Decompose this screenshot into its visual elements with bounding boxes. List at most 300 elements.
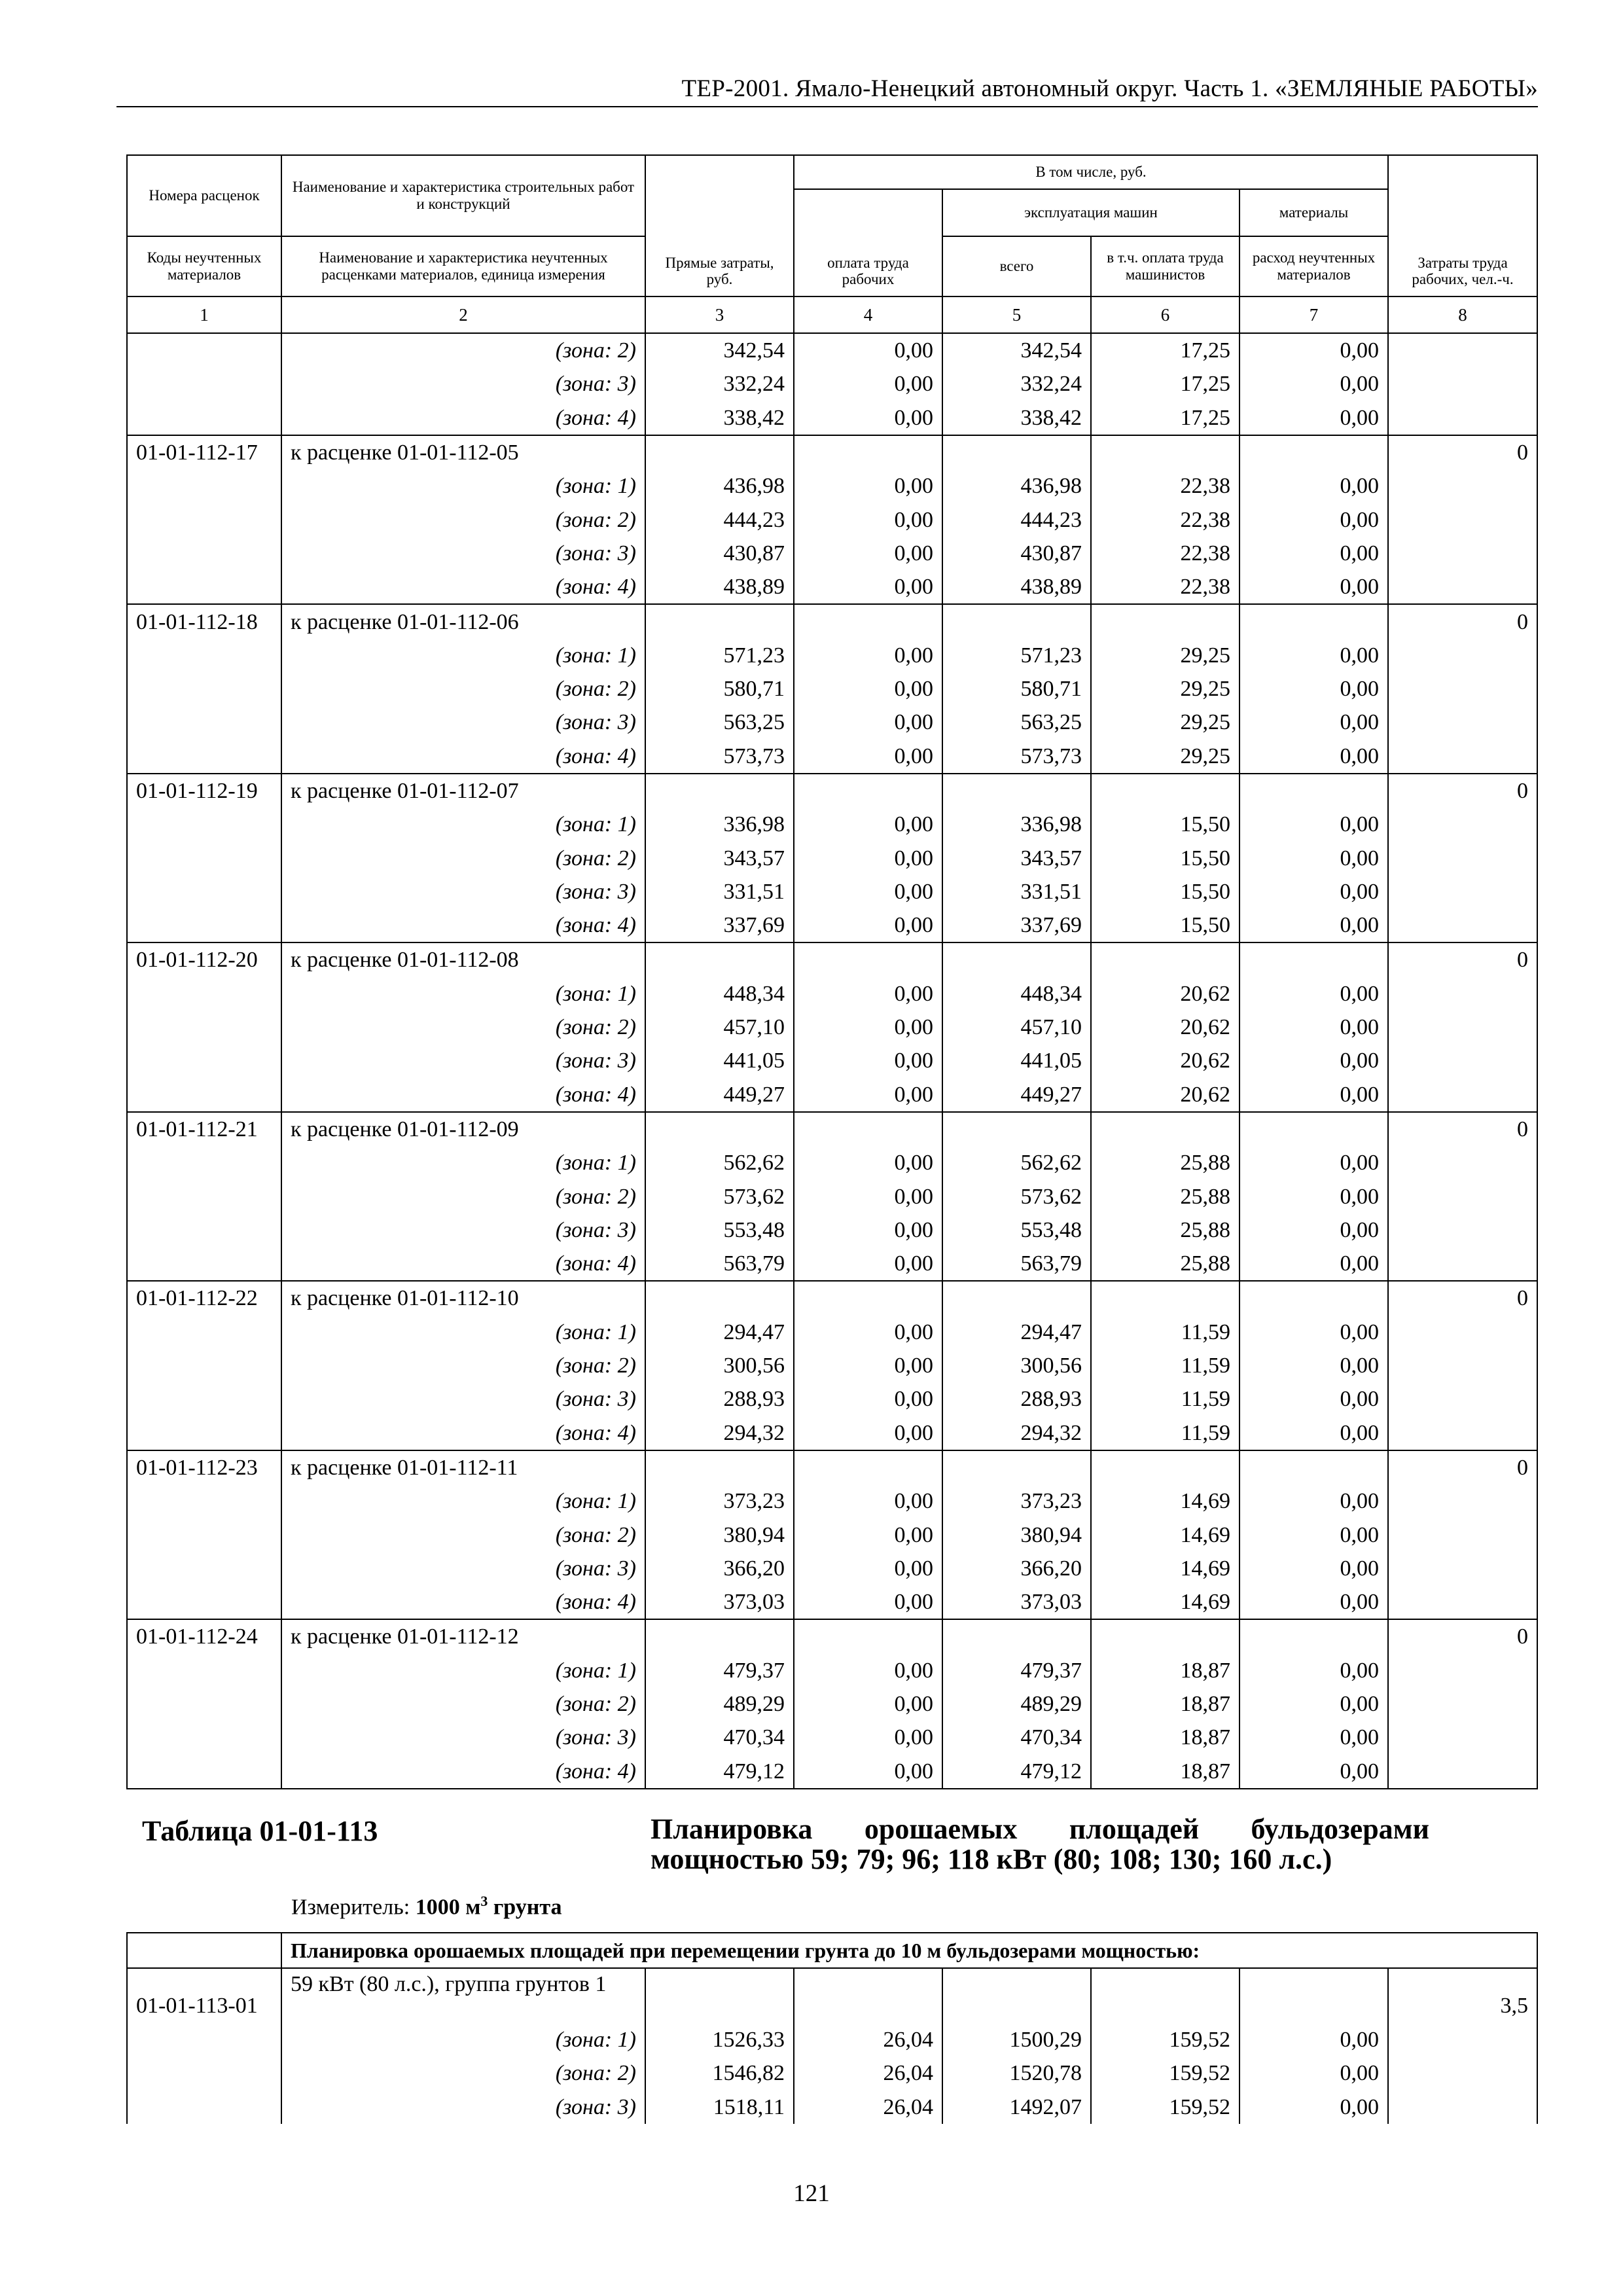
labor-pay: 0,00 (794, 841, 942, 874)
materials: 0,00 (1240, 706, 1388, 739)
materials: 0,00 (1240, 537, 1388, 570)
labor-pay: 0,00 (794, 1484, 942, 1518)
labor-pay: 0,00 (794, 401, 942, 435)
table-113-meter (291, 1893, 562, 1920)
machine-total: 441,05 (942, 1044, 1091, 1077)
operators-pay: 22,38 (1091, 469, 1240, 503)
col-material-codes: Коды неучтенных материалов (127, 236, 281, 296)
machine-total: 479,37 (942, 1654, 1091, 1687)
col-direct-costs: Прямые затраты, руб. (645, 155, 794, 296)
empty-cell (127, 1721, 281, 1754)
operators-pay: 14,69 (1091, 1585, 1240, 1619)
rate-name: к расценке 01-01-112-09 (281, 1112, 645, 1146)
zone-row (127, 503, 1537, 536)
zone-row (127, 977, 1537, 1011)
zone-row (127, 1552, 1537, 1585)
operators-pay: 14,69 (1091, 1552, 1240, 1585)
machine-total: 373,23 (942, 1484, 1091, 1518)
table-113-caption: Планировка орошаемых площадей при перемещении грунта до 10 м бульдозерами мощностью: (281, 1933, 1537, 1968)
machine-total: 479,12 (942, 1754, 1091, 1788)
zone-row (127, 1078, 1537, 1112)
machine-total: 571,23 (942, 639, 1091, 672)
direct-costs: 336,98 (645, 808, 794, 841)
empty-cell (1388, 841, 1537, 874)
machine-total: 294,32 (942, 1416, 1091, 1450)
labor-hours: 0 (1388, 774, 1537, 808)
zone-label: (зона: 2) (281, 333, 645, 367)
materials: 0,00 (1240, 672, 1388, 706)
zone-label: (зона: 4) (281, 1754, 645, 1788)
empty-cell (1388, 1213, 1537, 1247)
empty-cell (1388, 1687, 1537, 1721)
zone-row (127, 875, 1537, 908)
labor-pay: 0,00 (794, 672, 942, 706)
operators-pay: 25,88 (1091, 1213, 1240, 1247)
zone-label: (зона: 4) (281, 1416, 645, 1450)
zone-row (127, 2023, 1537, 2056)
empty-cell (1388, 706, 1537, 739)
zone-row (127, 1213, 1537, 1247)
empty-cell (1388, 1179, 1537, 1213)
rate-row (127, 1450, 1537, 1484)
zone-row (127, 639, 1537, 672)
direct-costs: 1526,33 (645, 2023, 794, 2056)
machine-total: 373,03 (942, 1585, 1091, 1619)
machine-total: 1500,29 (942, 2023, 1091, 2056)
empty-cell (645, 1281, 794, 1315)
empty-cell (1388, 1484, 1537, 1518)
zone-row (127, 367, 1537, 401)
empty-cell (127, 1349, 281, 1382)
empty-cell (127, 1146, 281, 1179)
zone-label: (зона: 3) (281, 1552, 645, 1585)
zone-row (127, 1585, 1537, 1619)
direct-costs: 342,54 (645, 333, 794, 367)
empty-cell (942, 1281, 1091, 1315)
labor-pay: 0,00 (794, 1552, 942, 1585)
materials: 0,00 (1240, 333, 1388, 367)
machine-total: 288,93 (942, 1382, 1091, 1416)
header-rule (116, 106, 1538, 107)
labor-pay: 26,04 (794, 2056, 942, 2090)
col-number: 3 (645, 296, 794, 333)
labor-hours: 0 (1388, 1450, 1537, 1484)
machine-total: 342,54 (942, 333, 1091, 367)
empty-cell (1240, 435, 1388, 469)
empty-cell (1388, 2023, 1537, 2056)
rate-code: 01-01-112-24 (127, 1619, 281, 1653)
empty-cell (127, 537, 281, 570)
zone-row (127, 1754, 1537, 1788)
materials: 0,00 (1240, 977, 1388, 1011)
machine-total: 457,10 (942, 1011, 1091, 1044)
empty-cell (127, 1213, 281, 1247)
rate-name: 59 кВт (80 л.с.), группа грунтов 1 (281, 1968, 645, 2023)
meter-value: 1000 м (415, 1895, 481, 1920)
direct-costs: 470,34 (645, 1721, 794, 1754)
machine-total: 380,94 (942, 1518, 1091, 1551)
table-113-caption-row (127, 1933, 1537, 1968)
operators-pay: 25,88 (1091, 1146, 1240, 1179)
zone-row (127, 1349, 1537, 1382)
rate-row (127, 1112, 1537, 1146)
empty-cell (127, 1011, 281, 1044)
meter-sup: 3 (480, 1892, 488, 1909)
empty-cell (942, 1112, 1091, 1146)
empty-cell (1091, 1112, 1240, 1146)
col-unaccounted-materials: расход неучтенных материалов (1240, 236, 1388, 296)
empty-cell (1388, 503, 1537, 536)
zone-row (127, 1044, 1537, 1077)
materials: 0,00 (1240, 908, 1388, 942)
zone-label: (зона: 1) (281, 1654, 645, 1687)
zone-row (127, 841, 1537, 874)
materials: 0,00 (1240, 1247, 1388, 1281)
materials: 0,00 (1240, 570, 1388, 604)
zone-label: (зона: 4) (281, 1078, 645, 1112)
operators-pay: 18,87 (1091, 1721, 1240, 1754)
empty-cell (1388, 1078, 1537, 1112)
labor-pay: 0,00 (794, 808, 942, 841)
empty-cell (1388, 1754, 1537, 1788)
table-113-item-row (127, 1968, 1537, 2023)
zone-label: (зона: 4) (281, 740, 645, 774)
machine-total: 563,25 (942, 706, 1091, 739)
zone-row (127, 740, 1537, 774)
operators-pay: 20,62 (1091, 1044, 1240, 1077)
materials: 0,00 (1240, 1146, 1388, 1179)
machine-total: 436,98 (942, 469, 1091, 503)
labor-pay: 0,00 (794, 1078, 942, 1112)
empty-cell (942, 604, 1091, 638)
materials: 0,00 (1240, 1011, 1388, 1044)
zone-label: (зона: 2) (281, 2056, 645, 2090)
zone-row (127, 1721, 1537, 1754)
operators-pay: 20,62 (1091, 977, 1240, 1011)
machine-total: 563,79 (942, 1247, 1091, 1281)
operators-pay: 159,52 (1091, 2090, 1240, 2123)
empty-cell (127, 333, 281, 367)
table-113-label: Таблица 01-01-113 (142, 1814, 378, 1847)
operators-pay: 15,50 (1091, 808, 1240, 841)
empty-cell (1091, 942, 1240, 977)
rate-code: 01-01-112-21 (127, 1112, 281, 1146)
empty-cell (127, 1247, 281, 1281)
empty-cell (645, 1112, 794, 1146)
direct-costs: 373,03 (645, 1585, 794, 1619)
empty-cell (127, 706, 281, 739)
zone-row (127, 1011, 1537, 1044)
zone-label: (зона: 1) (281, 808, 645, 841)
operators-pay: 18,87 (1091, 1754, 1240, 1788)
direct-costs: 571,23 (645, 639, 794, 672)
zone-row (127, 2056, 1537, 2090)
materials: 0,00 (1240, 740, 1388, 774)
empty-cell (127, 672, 281, 706)
operators-pay: 15,50 (1091, 908, 1240, 942)
zone-label: (зона: 2) (281, 841, 645, 874)
machine-total: 331,51 (942, 875, 1091, 908)
operators-pay: 159,52 (1091, 2023, 1240, 2056)
direct-costs: 562,62 (645, 1146, 794, 1179)
labor-pay: 26,04 (794, 2023, 942, 2056)
labor-pay: 0,00 (794, 1146, 942, 1179)
empty-cell (1388, 808, 1537, 841)
empty-cell (127, 1316, 281, 1349)
zone-row (127, 537, 1537, 570)
direct-costs: 563,25 (645, 706, 794, 739)
empty-cell (1240, 1281, 1388, 1315)
labor-pay: 0,00 (794, 740, 942, 774)
labor-pay: 0,00 (794, 1518, 942, 1551)
page-number: 121 (793, 2180, 830, 2207)
empty-cell (645, 774, 794, 808)
rates-table (126, 154, 1538, 2124)
materials: 0,00 (1240, 1721, 1388, 1754)
empty-cell (1388, 908, 1537, 942)
materials: 0,00 (1240, 1179, 1388, 1213)
materials: 0,00 (1240, 1213, 1388, 1247)
empty-cell (1240, 1112, 1388, 1146)
machine-total: 553,48 (942, 1213, 1091, 1247)
zone-label: (зона: 3) (281, 1721, 645, 1754)
empty-cell (127, 2023, 281, 2056)
empty-cell (1388, 1146, 1537, 1179)
operators-pay: 22,38 (1091, 570, 1240, 604)
materials: 0,00 (1240, 1585, 1388, 1619)
direct-costs: 444,23 (645, 503, 794, 536)
direct-costs: 436,98 (645, 469, 794, 503)
zone-label: (зона: 2) (281, 1349, 645, 1382)
materials: 0,00 (1240, 469, 1388, 503)
machine-total: 332,24 (942, 367, 1091, 401)
empty-cell (1388, 1585, 1537, 1619)
operators-pay: 11,59 (1091, 1416, 1240, 1450)
labor-pay: 0,00 (794, 1585, 942, 1619)
rate-row (127, 1619, 1537, 1653)
empty-cell (1388, 537, 1537, 570)
zone-row (127, 1382, 1537, 1416)
machine-total: 444,23 (942, 503, 1091, 536)
zone-label: (зона: 1) (281, 1316, 645, 1349)
direct-costs: 332,24 (645, 367, 794, 401)
labor-pay: 0,00 (794, 1721, 942, 1754)
operators-pay: 20,62 (1091, 1078, 1240, 1112)
zone-row (127, 401, 1537, 435)
empty-cell (127, 2090, 281, 2123)
machine-total: 580,71 (942, 672, 1091, 706)
empty-cell (1388, 1518, 1537, 1551)
direct-costs: 448,34 (645, 977, 794, 1011)
machine-total: 449,27 (942, 1078, 1091, 1112)
empty-cell (942, 1450, 1091, 1484)
materials: 0,00 (1240, 1518, 1388, 1551)
direct-costs: 343,57 (645, 841, 794, 874)
direct-costs: 288,93 (645, 1382, 794, 1416)
materials: 0,00 (1240, 1484, 1388, 1518)
direct-costs: 430,87 (645, 537, 794, 570)
empty-cell (1388, 333, 1537, 367)
zone-row (127, 1654, 1537, 1687)
empty-cell (1388, 1721, 1537, 1754)
empty-cell (794, 774, 942, 808)
direct-costs: 489,29 (645, 1687, 794, 1721)
rate-code: 01-01-112-18 (127, 604, 281, 638)
operators-pay: 17,25 (1091, 333, 1240, 367)
direct-costs: 580,71 (645, 672, 794, 706)
operators-pay: 17,25 (1091, 367, 1240, 401)
machine-total: 343,57 (942, 841, 1091, 874)
operators-pay: 22,38 (1091, 537, 1240, 570)
machine-total: 1492,07 (942, 2090, 1091, 2123)
rate-code: 01-01-112-20 (127, 942, 281, 977)
empty-cell (645, 1450, 794, 1484)
empty-cell (942, 942, 1091, 977)
rate-row (127, 604, 1537, 638)
empty-cell (127, 1044, 281, 1077)
empty-cell (1240, 1619, 1388, 1653)
col-rate-numbers: Номера расценок (127, 155, 281, 236)
zone-row (127, 672, 1537, 706)
zone-label: (зона: 3) (281, 875, 645, 908)
zone-row (127, 908, 1537, 942)
meter-prefix: Измеритель: (291, 1895, 416, 1920)
col-machine-operation: эксплуатация машин (942, 189, 1240, 236)
zone-label: (зона: 2) (281, 1518, 645, 1551)
direct-costs: 563,79 (645, 1247, 794, 1281)
direct-costs: 1546,82 (645, 2056, 794, 2090)
labor-pay: 0,00 (794, 1213, 942, 1247)
materials: 0,00 (1240, 1687, 1388, 1721)
zone-label: (зона: 3) (281, 706, 645, 739)
col-materials: материалы (1240, 189, 1388, 236)
labor-pay: 0,00 (794, 570, 942, 604)
operators-pay: 29,25 (1091, 639, 1240, 672)
col-labor-pay: оплата труда рабочих (794, 189, 942, 296)
empty-cell (127, 1484, 281, 1518)
empty-cell (127, 740, 281, 774)
empty-cell (1388, 977, 1537, 1011)
machine-total: 573,62 (942, 1179, 1091, 1213)
col-labor-costs: Затраты труда рабочих, чел.-ч. (1388, 155, 1537, 296)
machine-total: 448,34 (942, 977, 1091, 1011)
zone-row (127, 1316, 1537, 1349)
labor-pay: 0,00 (794, 875, 942, 908)
zone-row (127, 1416, 1537, 1450)
direct-costs: 479,37 (645, 1654, 794, 1687)
labor-pay: 0,00 (794, 1316, 942, 1349)
empty-cell (1388, 1654, 1537, 1687)
empty-cell (1388, 1044, 1537, 1077)
running-header: ТЕР-2001. Ямало-Ненецкий автономный округ. Часть 1. «ЗЕМЛЯНЫЕ РАБОТЫ» (681, 75, 1538, 102)
zone-label: (зона: 4) (281, 570, 645, 604)
direct-costs: 338,42 (645, 401, 794, 435)
direct-costs: 573,62 (645, 1179, 794, 1213)
zone-label: (зона: 2) (281, 503, 645, 536)
rate-code: 01-01-112-17 (127, 435, 281, 469)
empty-cell (1388, 672, 1537, 706)
empty-cell (1091, 1281, 1240, 1315)
labor-pay: 0,00 (794, 367, 942, 401)
labor-hours: 0 (1388, 435, 1537, 469)
zone-label: (зона: 2) (281, 1179, 645, 1213)
empty-cell (645, 1619, 794, 1653)
empty-cell (1388, 639, 1537, 672)
rate-code: 01-01-112-22 (127, 1281, 281, 1315)
table-body-112 (127, 333, 1537, 1789)
empty-cell (1091, 1619, 1240, 1653)
labor-hours: 0 (1388, 604, 1537, 638)
labor-hours: 0 (1388, 1619, 1537, 1653)
empty-cell (1388, 1316, 1537, 1349)
machine-total: 562,62 (942, 1146, 1091, 1179)
direct-costs: 441,05 (645, 1044, 794, 1077)
operators-pay: 29,25 (1091, 706, 1240, 739)
empty-cell (794, 604, 942, 638)
materials: 0,00 (1240, 1552, 1388, 1585)
empty-cell (1240, 942, 1388, 977)
table-113-section (127, 1789, 1537, 2023)
empty-cell (127, 639, 281, 672)
labor-hours: 0 (1388, 942, 1537, 977)
zone-label: (зона: 3) (281, 1044, 645, 1077)
direct-costs: 337,69 (645, 908, 794, 942)
operators-pay: 17,25 (1091, 401, 1240, 435)
operators-pay: 22,38 (1091, 503, 1240, 536)
rate-row (127, 942, 1537, 977)
labor-pay: 0,00 (794, 977, 942, 1011)
empty-cell (127, 1754, 281, 1788)
direct-costs: 373,23 (645, 1484, 794, 1518)
direct-costs: 479,12 (645, 1754, 794, 1788)
empty-cell (942, 774, 1091, 808)
zone-label: (зона: 1) (281, 639, 645, 672)
direct-costs: 438,89 (645, 570, 794, 604)
machine-total: 489,29 (942, 1687, 1091, 1721)
empty-cell (1091, 604, 1240, 638)
direct-costs: 380,94 (645, 1518, 794, 1551)
zone-row (127, 469, 1537, 503)
labor-pay: 0,00 (794, 1754, 942, 1788)
empty-cell (1388, 469, 1537, 503)
empty-cell (942, 435, 1091, 469)
zone-row (127, 2090, 1537, 2123)
empty-cell (1091, 1450, 1240, 1484)
operators-pay: 14,69 (1091, 1518, 1240, 1551)
materials: 0,00 (1240, 875, 1388, 908)
machine-total: 573,73 (942, 740, 1091, 774)
zone-label: (зона: 1) (281, 469, 645, 503)
empty-cell (127, 2056, 281, 2090)
col-number: 5 (942, 296, 1091, 333)
empty-cell (127, 469, 281, 503)
labor-pay: 0,00 (794, 706, 942, 739)
table-header (127, 155, 1537, 333)
zone-row (127, 1518, 1537, 1551)
labor-pay: 0,00 (794, 1011, 942, 1044)
materials: 0,00 (1240, 1416, 1388, 1450)
operators-pay: 29,25 (1091, 740, 1240, 774)
labor-pay: 0,00 (794, 639, 942, 672)
direct-costs: 366,20 (645, 1552, 794, 1585)
zone-label: (зона: 2) (281, 1687, 645, 1721)
empty-cell (942, 1619, 1091, 1653)
empty-cell (1388, 740, 1537, 774)
direct-costs: 300,56 (645, 1349, 794, 1382)
empty-cell (127, 1518, 281, 1551)
machine-total: 430,87 (942, 537, 1091, 570)
col-number: 7 (1240, 296, 1388, 333)
